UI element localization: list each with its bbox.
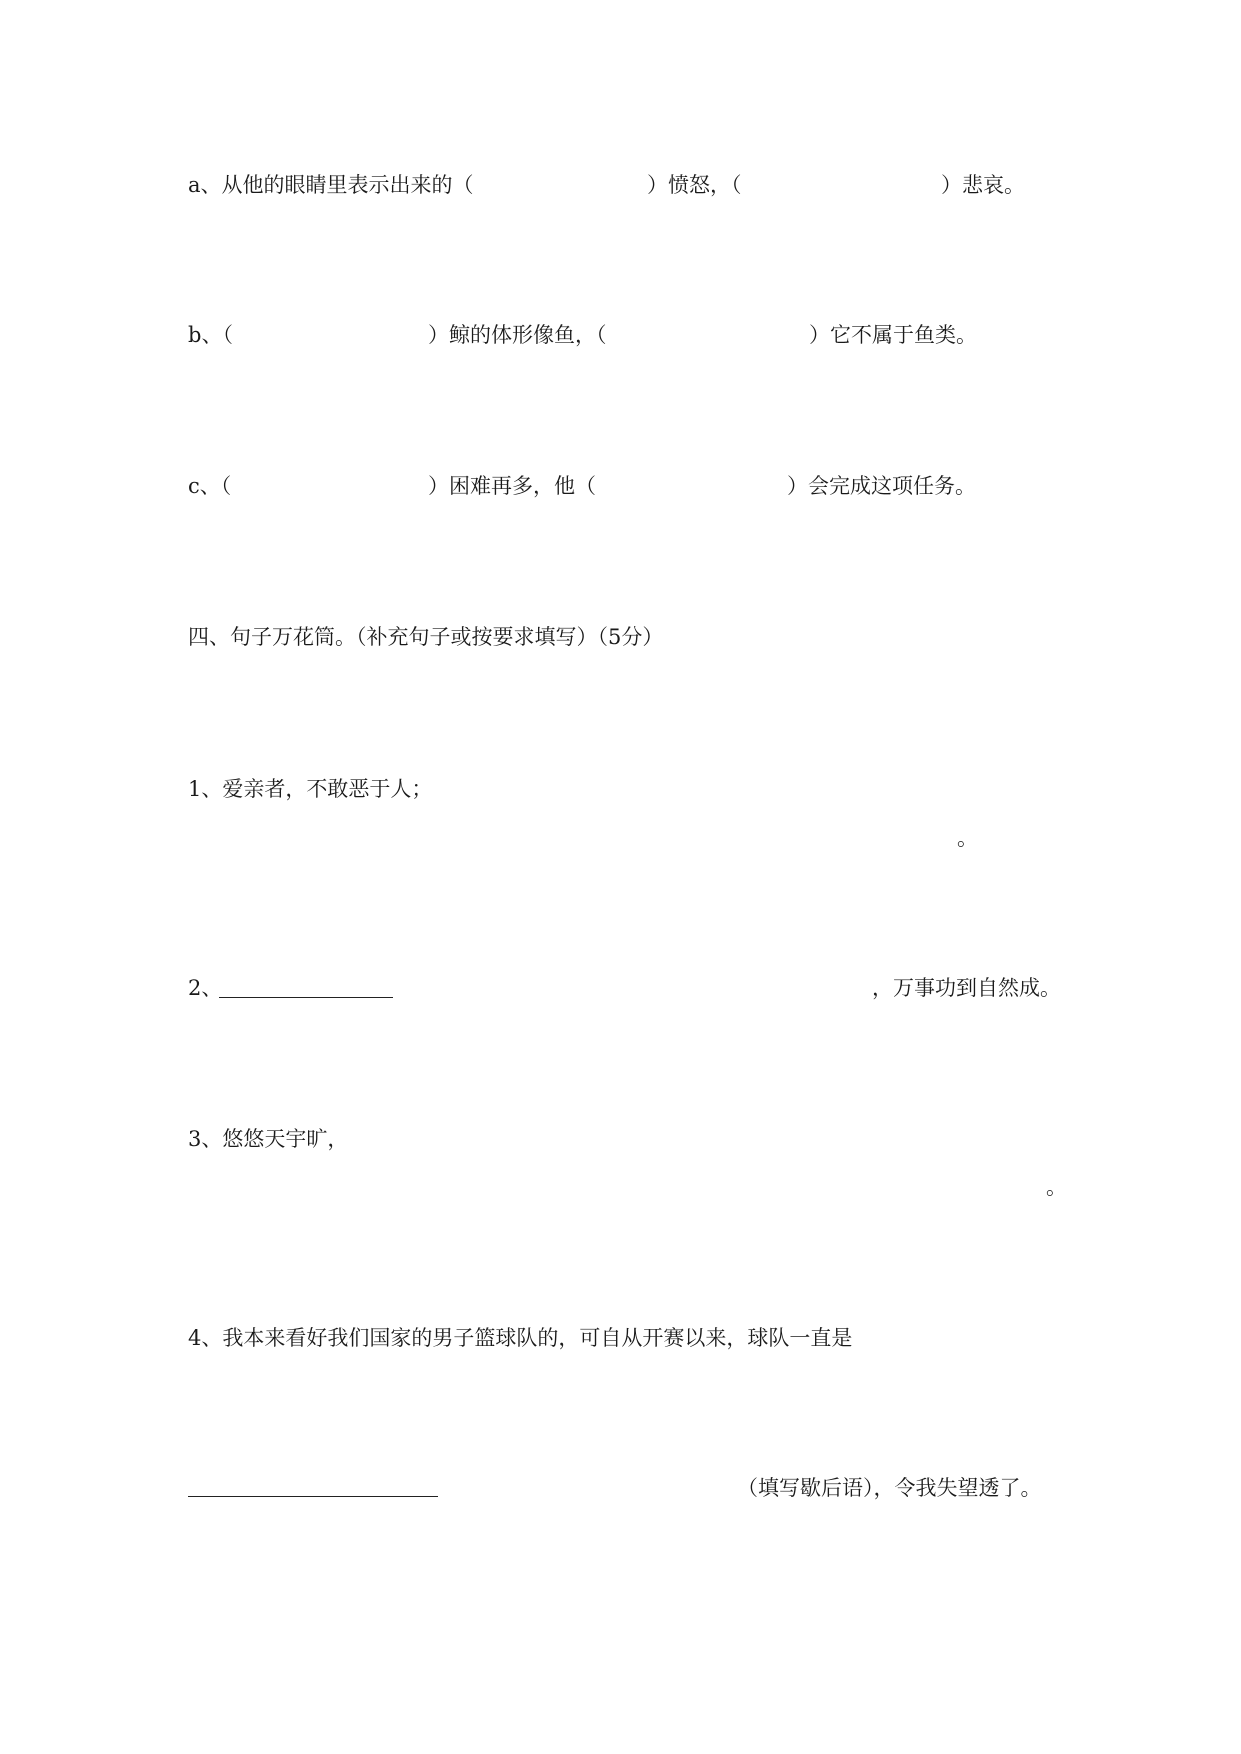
item-4-suffix: （填写歇后语），令我失望透了。	[737, 1476, 1042, 1500]
question-b-suffix: ）它不属于鱼类。	[809, 323, 977, 347]
question-a-prefix: a、从他的眼睛里表示出来的（	[188, 173, 474, 197]
question-c-suffix: ）会完成这项任务。	[787, 474, 976, 498]
item-1-end: 。	[957, 826, 978, 850]
question-a-middle: ）愤怒，（	[647, 173, 742, 197]
item-2-blank-line[interactable]	[219, 997, 393, 998]
question-a-suffix: ）悲哀。	[941, 173, 1025, 197]
item-3-end: 。	[1046, 1175, 1067, 1199]
item-2-suffix: ，万事功到自然成。	[872, 976, 1061, 1000]
item-4-blank-line[interactable]	[188, 1496, 438, 1497]
question-c-prefix: c、（	[188, 474, 232, 498]
question-b-prefix: b、（	[188, 323, 233, 347]
item-1-text: 1、爱亲者，不敢恶于人；	[188, 777, 433, 801]
section-4-heading: 四、句子万花筒。（补充句子或按要求填写）（5分）	[188, 625, 664, 649]
question-b-middle: ）鲸的体形像鱼，（	[428, 323, 607, 347]
item-2-number: 2、	[188, 976, 223, 1000]
item-3-text: 3、悠悠天宇旷，	[188, 1127, 349, 1151]
question-c-middle: ）困难再多，他（	[428, 474, 596, 498]
item-4-text: 4、我本来看好我们国家的男子篮球队的，可自从开赛以来，球队一直是	[188, 1326, 853, 1350]
